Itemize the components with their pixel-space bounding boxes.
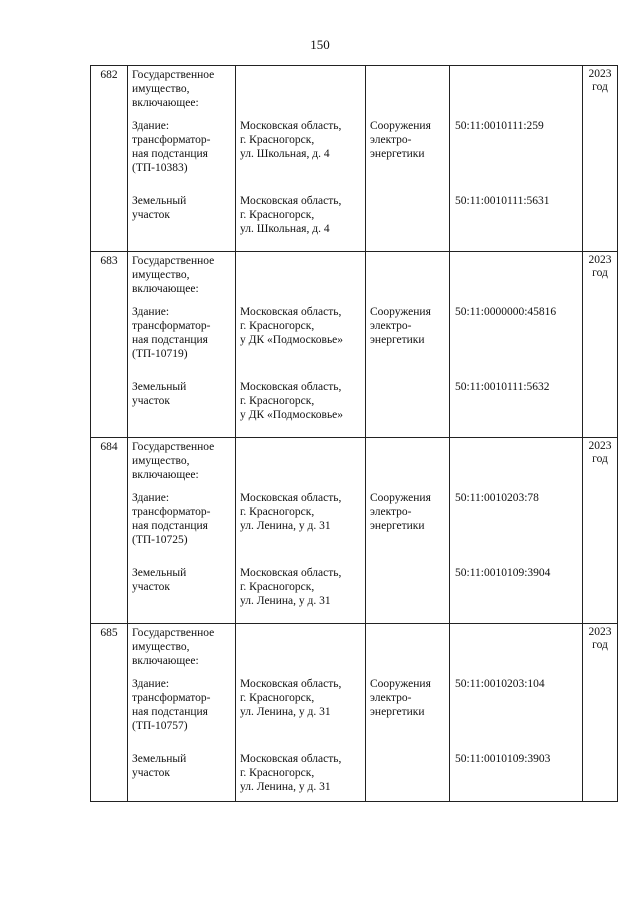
cadastral-cell [450, 624, 583, 802]
land-plot-name: Земельный участок [132, 567, 187, 593]
address-cell [236, 66, 366, 252]
land-plot-address: Московская область, г. Красногорск, у ДК «Подмосковье» [240, 381, 344, 421]
land-plot-name: Земельный участок [132, 381, 187, 407]
year-cell [583, 252, 618, 438]
privatization-year: 2023 год [588, 440, 612, 465]
building-address: Московская область, г. Красногорск, у ДК «Подмосковье» [240, 306, 344, 346]
property-group-header: Государственное имущество, включающее: [132, 441, 215, 481]
building-purpose: Сооружения электро- энергетики [370, 492, 431, 532]
land-plot-name: Земельный участок [132, 195, 187, 221]
table-row [91, 624, 618, 802]
table-row [91, 66, 618, 252]
year-cell [583, 438, 618, 624]
privatization-year: 2023 год [588, 68, 612, 93]
building-cadastral-number: 50:11:0010203:78 [455, 492, 539, 504]
entry-number-cell [91, 66, 128, 252]
object-name-cell [128, 66, 236, 252]
building-purpose: Сооружения электро- энергетики [370, 678, 431, 718]
property-group-header: Государственное имущество, включающее: [132, 69, 215, 109]
property-group-header: Государственное имущество, включающее: [132, 255, 215, 295]
cadastral-cell [450, 252, 583, 438]
object-name-cell [128, 438, 236, 624]
table-row [91, 438, 618, 624]
address-cell [236, 252, 366, 438]
cadastral-cell [450, 66, 583, 252]
entry-number: 682 [100, 69, 118, 81]
property-register-table [90, 65, 618, 802]
entry-number-cell [91, 438, 128, 624]
building-address: Московская область, г. Красногорск, ул. Ленина, у д. 31 [240, 678, 342, 718]
building-purpose: Сооружения электро- энергетики [370, 306, 431, 346]
privatization-year: 2023 год [588, 254, 612, 279]
building-name: Здание: трансформатор- ная подстанция (ТП-10383) [132, 120, 211, 174]
building-name: Здание: трансформатор- ная подстанция (ТП-10757) [132, 678, 211, 732]
object-name-cell [128, 252, 236, 438]
building-cadastral-number: 50:11:0000000:45816 [455, 306, 557, 318]
building-purpose: Сооружения электро- энергетики [370, 120, 431, 160]
land-plot-cadastral-number: 50:11:0010109:3903 [455, 753, 551, 765]
building-address: Московская область, г. Красногорск, ул. Ленина, у д. 31 [240, 492, 342, 532]
entry-number: 683 [100, 255, 118, 267]
building-name: Здание: трансформатор- ная подстанция (ТП-10719) [132, 306, 211, 360]
purpose-cell [366, 438, 450, 624]
land-plot-cadastral-number: 50:11:0010109:3904 [455, 567, 551, 579]
land-plot-address: Московская область, г. Красногорск, ул. Ленина, у д. 31 [240, 567, 342, 607]
building-cadastral-number: 50:11:0010203:104 [455, 678, 545, 690]
address-cell [236, 438, 366, 624]
purpose-cell [366, 252, 450, 438]
object-name-cell [128, 624, 236, 802]
land-plot-address: Московская область, г. Красногорск, ул. Школьная, д. 4 [240, 195, 342, 235]
land-plot-address: Московская область, г. Красногорск, ул. Ленина, у д. 31 [240, 753, 342, 793]
property-group-header: Государственное имущество, включающее: [132, 627, 215, 667]
building-cadastral-number: 50:11:0010111:259 [455, 120, 544, 132]
entry-number-cell [91, 252, 128, 438]
land-plot-cadastral-number: 50:11:0010111:5631 [455, 195, 550, 207]
building-name: Здание: трансформатор- ная подстанция (ТП-10725) [132, 492, 211, 546]
page-number: 150 [310, 37, 330, 52]
building-address: Московская область, г. Красногорск, ул. Школьная, д. 4 [240, 120, 342, 160]
land-plot-name: Земельный участок [132, 753, 187, 779]
privatization-year: 2023 год [588, 626, 612, 651]
entry-number: 685 [100, 627, 118, 639]
year-cell [583, 624, 618, 802]
land-plot-cadastral-number: 50:11:0010111:5632 [455, 381, 550, 393]
purpose-cell [366, 624, 450, 802]
address-cell [236, 624, 366, 802]
cadastral-cell [450, 438, 583, 624]
entry-number-cell [91, 624, 128, 802]
purpose-cell [366, 66, 450, 252]
year-cell [583, 66, 618, 252]
entry-number: 684 [100, 441, 118, 453]
table-row [91, 252, 618, 438]
